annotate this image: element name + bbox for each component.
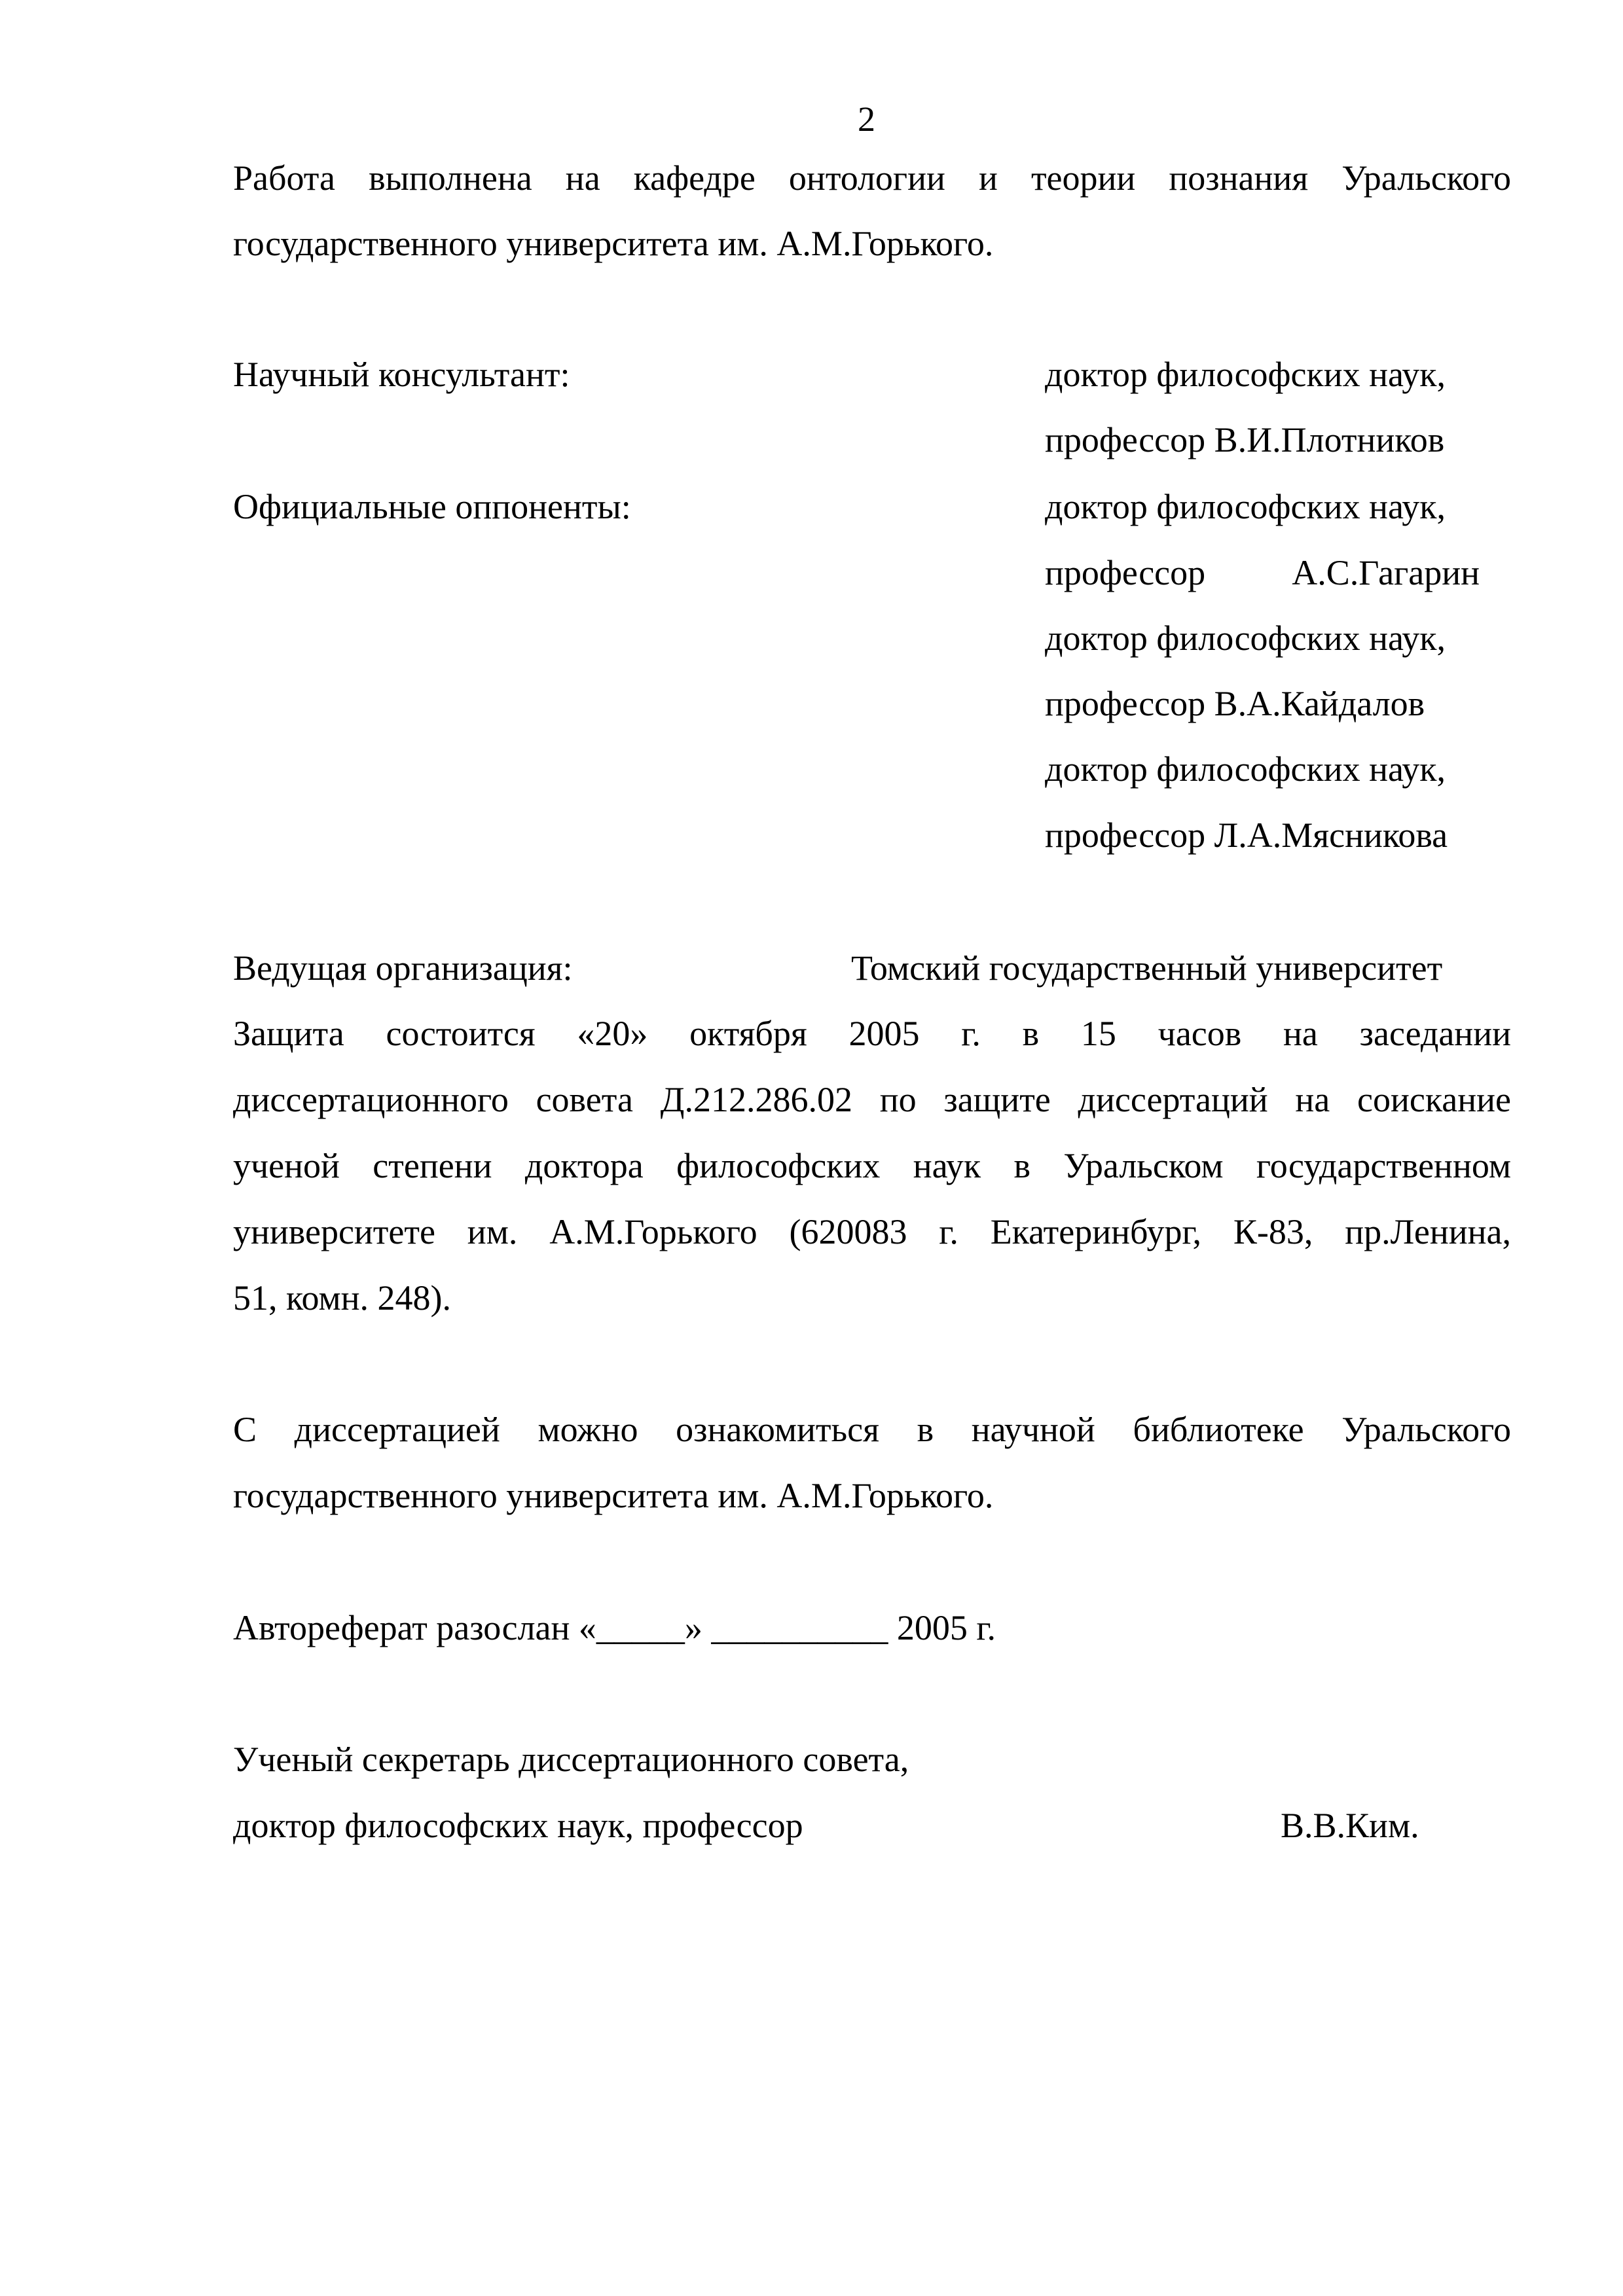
page-number: 2 [858,99,875,139]
opponent-2-degree: доктор философских наук, [1045,619,1446,658]
abstract-sent-line: Автореферат разослан «_____» __________ 2005 г. [233,1608,996,1647]
defense-line-3: ученой степени доктора философских наук в Уральском государственном [233,1146,1511,1185]
opponent-3-degree: доктор философских наук, [1045,749,1446,789]
intro-line-2: государственного университета им. А.М.Горького. [233,224,994,263]
opponents-label: Официальные оппоненты: [233,487,631,526]
defense-line-2: диссертационного совета Д.212.286.02 по защите диссертаций на соискание [233,1080,1511,1119]
secretary-name: В.В.Ким. [1281,1806,1419,1845]
opponent-1-title: профессор [1045,553,1206,592]
consultant-degree: доктор философских наук, [1045,355,1446,394]
opponent-3-name: профессор Л.А.Мясникова [1045,816,1448,855]
library-line-1: С диссертацией можно ознакомиться в научной библиотеке Уральского [233,1410,1511,1449]
consultant-label: Научный консультант: [233,355,570,394]
leading-org-label: Ведущая организация: [233,948,573,988]
opponent-1-degree: доктор философских наук, [1045,487,1446,526]
opponent-2-name: профессор В.А.Кайдалов [1045,684,1425,723]
secretary-line-2: доктор философских наук, профессор [233,1806,803,1845]
library-line-2: государственного университета им. А.М.Горького. [233,1476,994,1515]
defense-line-4: университете им. А.М.Горького (620083 г. Екатеринбург, К-83, пр.Ленина, [233,1212,1511,1251]
consultant-name: профессор В.И.Плотников [1045,420,1445,459]
defense-line-1: Защита состоится «20» октября 2005 г. в 15 часов на заседании [233,1014,1511,1053]
secretary-line-1: Ученый секретарь диссертационного совета, [233,1740,909,1779]
opponent-1-name: А.С.Гагарин [1292,553,1480,592]
leading-org-value: Томский государственный университет [851,948,1443,988]
opponent-1-name-row [1045,552,1480,594]
defense-line-5: 51, комн. 248). [233,1278,452,1318]
intro-line-1: Работа выполнена на кафедре онтологии и теории познания Уральского [233,158,1511,198]
